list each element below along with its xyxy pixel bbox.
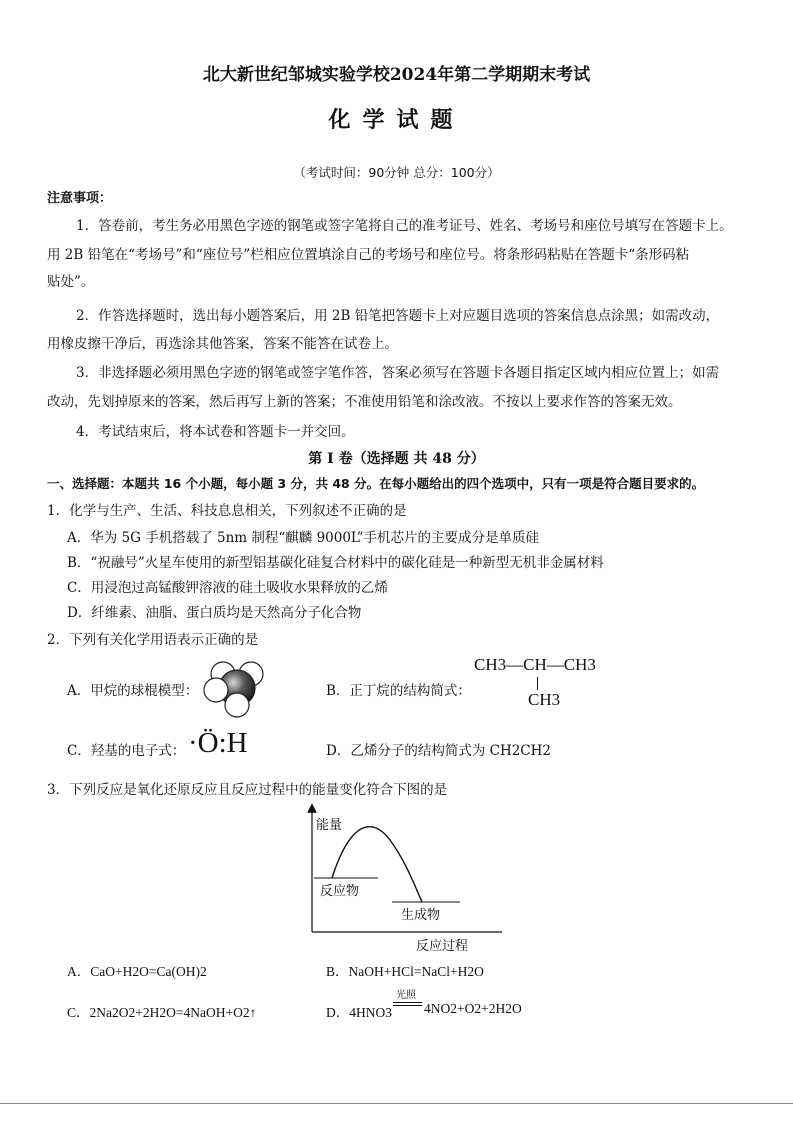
- exam-title: 北大新世纪邹城实验学校2024年第二学期期末考试: [202, 65, 591, 85]
- equation-line-top: [393, 1002, 422, 1003]
- notice-line-6: 3．非选择题必须用黑色字迹的钢笔或签字笔作答，答案必须写在答题卡各题目指定区域内相应位置上；如需: [76, 365, 720, 381]
- notice-line-7: 改动，先划掉原来的答案，然后再写上新的答案；不准使用铅笔和涂改液。不按以上要求作答的答案无效。: [47, 394, 682, 410]
- q2-option-a: A．甲烷的球棍模型：: [67, 683, 199, 699]
- q3-option-b: B．NaOH+HCl=NaCl+H2O: [326, 964, 484, 979]
- notice-line-3: 贴处”。: [47, 274, 95, 290]
- process-axis-label: 反应过程: [416, 939, 469, 954]
- q1-stem: 1．化学与生产、生活、科技息息相关，下列叙述不正确的是: [47, 503, 407, 519]
- q2-formula-branch: CH3: [528, 690, 561, 709]
- hydrogen-atom-4: [225, 693, 249, 717]
- hydroxyl-electron-formula: ·Ö:H: [188, 727, 248, 759]
- notice-line-2: 用 2B 铅笔在“考场号”和“座位号”栏相应位置填涂自己的考场号和座位号。将条形码粘贴在答题卡“条形码粘: [47, 247, 690, 263]
- methane-ball-stick-model: [203, 656, 275, 720]
- equation-line-bottom: [393, 1005, 422, 1006]
- energy-diagram: [290, 800, 510, 956]
- notice-line-1: 1．答卷前，考生务必用黑色字迹的钢笔或签字笔将自己的准考证号、姓名、考场号和座位号填写在答题卡上。: [76, 218, 733, 234]
- notice-line-8: 4．考试结束后，将本试卷和答题卡一并交回。: [76, 424, 355, 440]
- hydrogen-atom-3: [204, 678, 228, 702]
- q2-option-c: C．羟基的电子式：: [67, 743, 186, 759]
- energy-axis-label: 能量: [316, 818, 343, 833]
- q1-option-d: D．纤维素、油脂、蛋白质均是天然高分子化合物: [67, 605, 362, 621]
- q2-option-b: B．正丁烷的结构简式：: [326, 683, 471, 699]
- q3-option-d-left: D．4HNO3: [326, 1005, 392, 1020]
- notice-line-5: 用橡皮擦干净后，再选涂其他答案，答案不能答在试卷上。: [47, 336, 398, 352]
- q3-option-a: A．CaO+H2O=Ca(OH)2: [67, 964, 207, 979]
- q2-formula-branch-bond: [537, 677, 538, 690]
- q2-option-d: D．乙烯分子的结构简式为 CH2CH2: [326, 743, 551, 759]
- q1-option-c: C．用浸泡过高锰酸钾溶液的硅土吸收水果释放的乙烯: [67, 580, 388, 596]
- q3-option-c: C．2Na2O2+2H2O=4NaOH+O2↑: [67, 1005, 257, 1020]
- subject-title: 化学试题: [328, 107, 465, 133]
- page-footer-rule: [0, 1103, 793, 1104]
- reactant-label: 反应物: [320, 884, 360, 899]
- q3-option-d-right: 4NO2+O2+2H2O: [424, 1001, 522, 1016]
- q3-stem: 3．下列反应是氧化还原反应且反应过程中的能量变化符合下图的是: [47, 782, 448, 798]
- section-instruction: 一、选择题：本题共 16 个小题，每小题 3 分，共 48 分。在每小题给出的四个选项中，只有一项是符合题目要求的。: [47, 476, 705, 491]
- q2-stem: 2．下列有关化学用语表示正确的是: [47, 632, 259, 648]
- q2-formula-main-chain: CH3—CH—CH3: [474, 655, 596, 674]
- notice-line-4: 2．作答选择题时，选出每小题答案后，用 2B 铅笔把答题卡上对应题目选项的答案信息点涂黑；如需改动，: [76, 308, 720, 324]
- notice-heading: 注意事项：: [47, 191, 113, 206]
- section-title: 第 I 卷（选择题 共 48 分）: [308, 451, 485, 467]
- q1-option-b: B．“祝融号”火星车使用的新型铝基碳化硅复合材料中的碳化硅是一种新型无机非金属材料: [67, 555, 604, 571]
- product-label: 生成物: [401, 908, 441, 923]
- q1-option-a: A．华为 5G 手机搭载了 5nm 制程“麒麟 9000L”手机芯片的主要成分是单质硅: [67, 530, 540, 546]
- q3-option-d-condition: 光照: [396, 990, 416, 1001]
- exam-info: （考试时间：90分钟 总分：100分）: [293, 165, 500, 180]
